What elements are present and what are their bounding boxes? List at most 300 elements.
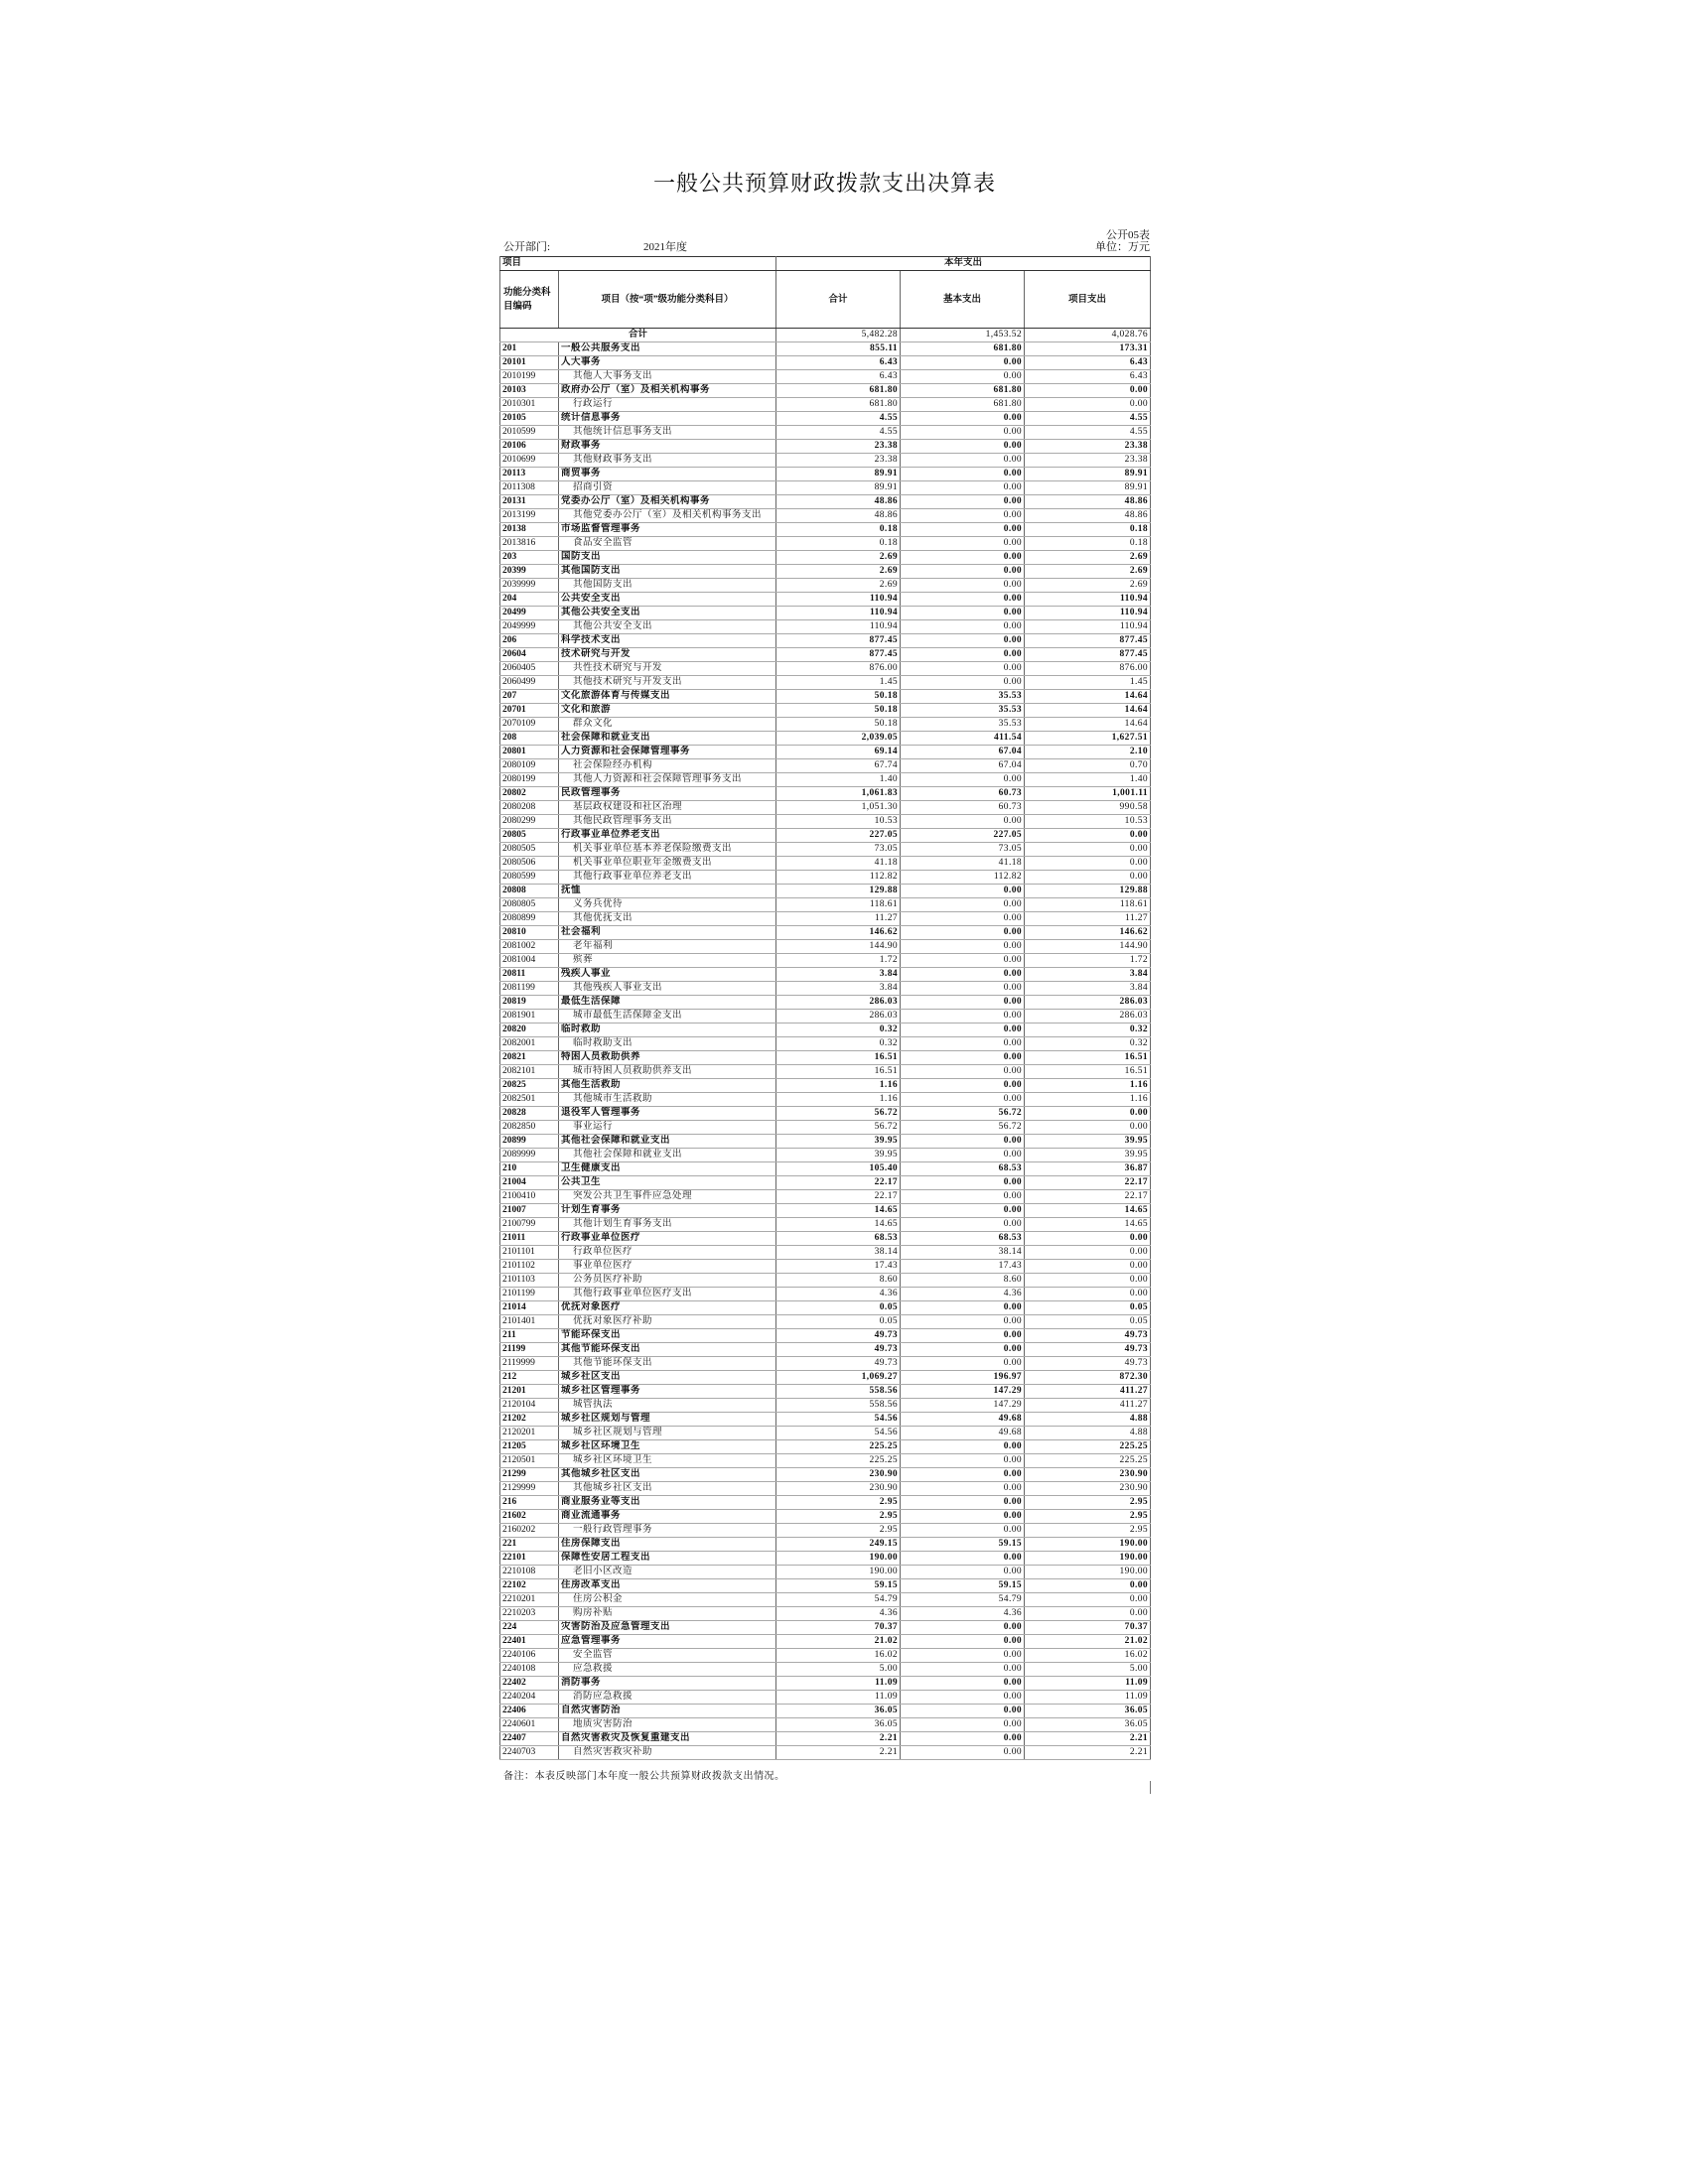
subject-name: 政府办公厅（室）及相关机构事务 [559, 384, 776, 398]
total-amount: 286.03 [776, 1010, 901, 1024]
subject-code: 2081199 [500, 982, 559, 996]
table-row [500, 704, 1151, 718]
total-amount: 225.25 [776, 1440, 901, 1454]
subject-code: 2080805 [500, 898, 559, 912]
basic-expenditure: 0.00 [901, 607, 1025, 620]
table-row [500, 1051, 1151, 1065]
subject-code: 20825 [500, 1079, 559, 1093]
table-row [500, 968, 1151, 982]
total-amount: 877.45 [776, 634, 901, 648]
basic-expenditure: 0.00 [901, 356, 1025, 370]
subject-name: 老年福利 [559, 940, 776, 954]
basic-expenditure: 0.00 [901, 662, 1025, 676]
table-row [500, 648, 1151, 662]
total-amount: 41.18 [776, 857, 901, 871]
table-row [500, 759, 1151, 773]
total-amount: 2.95 [776, 1496, 901, 1510]
basic-expenditure: 0.00 [901, 412, 1025, 426]
project-expenditure: 118.61 [1025, 898, 1151, 912]
table-row [500, 1524, 1151, 1538]
table-row [500, 885, 1151, 898]
project-expenditure: 0.05 [1025, 1301, 1151, 1315]
table-row [500, 746, 1151, 759]
subject-code: 2100799 [500, 1218, 559, 1232]
subject-name: 老旧小区改造 [559, 1566, 776, 1579]
table-row [500, 787, 1151, 801]
project-expenditure: 14.65 [1025, 1204, 1151, 1218]
total-amount: 50.18 [776, 704, 901, 718]
table-row [500, 871, 1151, 885]
total-amount: 558.56 [776, 1385, 901, 1399]
subject-code: 2101101 [500, 1246, 559, 1260]
subject-code: 20499 [500, 607, 559, 620]
project-expenditure: 225.25 [1025, 1454, 1151, 1468]
basic-expenditure: 112.82 [901, 871, 1025, 885]
table-row [500, 926, 1151, 940]
table-row [500, 454, 1151, 468]
table-row [500, 1357, 1151, 1371]
subject-code: 20101 [500, 356, 559, 370]
subject-name: 其他人力资源和社会保障管理事务支出 [559, 773, 776, 787]
subject-code: 20113 [500, 468, 559, 481]
project-expenditure: 1.45 [1025, 676, 1151, 690]
total-amount: 2.95 [776, 1510, 901, 1524]
subject-name: 临时救助支出 [559, 1037, 776, 1051]
total-amount: 23.38 [776, 440, 901, 454]
subject-code: 224 [500, 1621, 559, 1635]
subject-code: 204 [500, 593, 559, 607]
subject-name: 城市特困人员救助供养支出 [559, 1065, 776, 1079]
subject-name: 抚恤 [559, 885, 776, 898]
basic-expenditure: 0.00 [901, 1663, 1025, 1677]
basic-expenditure: 227.05 [901, 829, 1025, 843]
subject-name: 其他行政事业单位医疗支出 [559, 1288, 776, 1301]
basic-expenditure: 0.00 [901, 537, 1025, 551]
subject-name: 统计信息事务 [559, 412, 776, 426]
table-row [500, 607, 1151, 620]
project-expenditure: 173.31 [1025, 342, 1151, 356]
table-row [500, 1274, 1151, 1288]
subject-name: 人大事务 [559, 356, 776, 370]
subject-code: 22402 [500, 1677, 559, 1691]
project-expenditure: 876.00 [1025, 662, 1151, 676]
total-amount: 2.69 [776, 565, 901, 579]
table-row [500, 1149, 1151, 1162]
table-row [500, 1246, 1151, 1260]
project-expenditure: 0.00 [1025, 1607, 1151, 1621]
project-expenditure: 0.00 [1025, 1232, 1151, 1246]
total-amount: 14.65 [776, 1218, 901, 1232]
project-expenditure: 2.69 [1025, 579, 1151, 593]
total-amount: 190.00 [776, 1566, 901, 1579]
total-amount: 36.05 [776, 1718, 901, 1732]
total-amount: 230.90 [776, 1482, 901, 1496]
table-row [500, 773, 1151, 787]
basic-expenditure: 73.05 [901, 843, 1025, 857]
table-row [500, 1315, 1151, 1329]
project-expenditure: 89.91 [1025, 468, 1151, 481]
project-expenditure: 146.62 [1025, 926, 1151, 940]
subject-name: 财政事务 [559, 440, 776, 454]
total-amount: 39.95 [776, 1135, 901, 1149]
subject-code: 2160202 [500, 1524, 559, 1538]
subject-code: 21202 [500, 1413, 559, 1427]
basic-expenditure: 0.00 [901, 898, 1025, 912]
table-row [500, 579, 1151, 593]
project-expenditure: 990.58 [1025, 801, 1151, 815]
total-amount: 225.25 [776, 1454, 901, 1468]
table-row [500, 1385, 1151, 1399]
subject-name: 事业运行 [559, 1121, 776, 1135]
table-row [500, 1079, 1151, 1093]
project-expenditure: 1.16 [1025, 1093, 1151, 1107]
table-row [500, 1482, 1151, 1496]
subject-code: 2060499 [500, 676, 559, 690]
basic-expenditure: 35.53 [901, 718, 1025, 732]
basic-expenditure: 0.00 [901, 954, 1025, 968]
subject-code: 21007 [500, 1204, 559, 1218]
subject-code: 207 [500, 690, 559, 704]
table-row [500, 1010, 1151, 1024]
project-expenditure: 0.00 [1025, 1288, 1151, 1301]
project-expenditure: 877.45 [1025, 648, 1151, 662]
table-row [500, 523, 1151, 537]
total-amount: 6.43 [776, 356, 901, 370]
project-expenditure: 3.84 [1025, 982, 1151, 996]
basic-expenditure: 0.00 [901, 982, 1025, 996]
subject-code: 20899 [500, 1135, 559, 1149]
project-expenditure: 225.25 [1025, 1440, 1151, 1454]
total-amount: 0.32 [776, 1037, 901, 1051]
project-expenditure: 16.51 [1025, 1065, 1151, 1079]
basic-expenditure: 0.00 [901, 454, 1025, 468]
total-amount: 89.91 [776, 481, 901, 495]
basic-expenditure: 60.73 [901, 787, 1025, 801]
subject-code: 20131 [500, 495, 559, 509]
basic-expenditure: 0.00 [901, 481, 1025, 495]
total-amount: 144.90 [776, 940, 901, 954]
basic-expenditure: 0.00 [901, 1190, 1025, 1204]
subject-code: 20820 [500, 1024, 559, 1037]
total-amount: 54.56 [776, 1413, 901, 1427]
table-row [500, 1162, 1151, 1176]
subject-code: 20801 [500, 746, 559, 759]
subject-name: 党委办公厅（室）及相关机构事务 [559, 495, 776, 509]
subject-name: 公共安全支出 [559, 593, 776, 607]
subject-name: 事业单位医疗 [559, 1260, 776, 1274]
unit-label: 单位：万元 [1095, 241, 1150, 253]
subject-code: 2049999 [500, 620, 559, 634]
header-project: 项目 [500, 257, 776, 271]
total-amount: 22.17 [776, 1190, 901, 1204]
subject-code: 21011 [500, 1232, 559, 1246]
basic-expenditure: 4.36 [901, 1288, 1025, 1301]
total-amount: 2.95 [776, 1524, 901, 1538]
basic-expenditure: 0.00 [901, 593, 1025, 607]
total-amount: 230.90 [776, 1468, 901, 1482]
subject-name: 社会保障和就业支出 [559, 732, 776, 746]
subject-code: 2120501 [500, 1454, 559, 1468]
total-amount: 110.94 [776, 607, 901, 620]
basic-expenditure: 681.80 [901, 342, 1025, 356]
subject-code: 2240204 [500, 1691, 559, 1705]
project-expenditure: 39.95 [1025, 1149, 1151, 1162]
total-amount: 2.21 [776, 1746, 901, 1760]
table-row [500, 440, 1151, 454]
basic-expenditure: 0.00 [901, 676, 1025, 690]
subject-name: 残疾人事业 [559, 968, 776, 982]
table-row [500, 1232, 1151, 1246]
total-amount: 48.86 [776, 509, 901, 523]
subject-name: 行政单位医疗 [559, 1246, 776, 1260]
basic-expenditure: 0.00 [901, 912, 1025, 926]
subject-code: 20808 [500, 885, 559, 898]
table-row [500, 1440, 1151, 1454]
project-expenditure: 16.51 [1025, 1051, 1151, 1065]
project-expenditure: 14.65 [1025, 1218, 1151, 1232]
basic-expenditure: 0.00 [901, 1566, 1025, 1579]
project-expenditure: 23.38 [1025, 440, 1151, 454]
total-amount: 0.32 [776, 1024, 901, 1037]
basic-expenditure: 0.00 [901, 1691, 1025, 1705]
project-expenditure: 2.10 [1025, 746, 1151, 759]
subject-code: 212 [500, 1371, 559, 1385]
subject-code: 2210108 [500, 1566, 559, 1579]
basic-expenditure: 17.43 [901, 1260, 1025, 1274]
basic-expenditure: 0.00 [901, 1496, 1025, 1510]
basic-expenditure: 68.53 [901, 1232, 1025, 1246]
basic-expenditure: 0.00 [901, 1301, 1025, 1315]
subject-name: 行政事业单位医疗 [559, 1232, 776, 1246]
basic-expenditure: 0.00 [901, 579, 1025, 593]
basic-expenditure: 0.00 [901, 815, 1025, 829]
project-expenditure: 36.05 [1025, 1705, 1151, 1718]
total-amount: 1,051.30 [776, 801, 901, 815]
total-amount: 1.45 [776, 676, 901, 690]
table-row [500, 801, 1151, 815]
table-row [500, 1510, 1151, 1524]
project-expenditure: 14.64 [1025, 690, 1151, 704]
project-expenditure: 89.91 [1025, 481, 1151, 495]
subject-name: 城乡社区规划与管理 [559, 1413, 776, 1427]
total-amount: 1,069.27 [776, 1371, 901, 1385]
project-expenditure: 4.55 [1025, 426, 1151, 440]
basic-expenditure: 56.72 [901, 1121, 1025, 1135]
subject-name: 其他民政管理事务支出 [559, 815, 776, 829]
project-expenditure: 0.05 [1025, 1315, 1151, 1329]
subject-name: 一般行政管理事务 [559, 1524, 776, 1538]
subject-name: 文化和旅游 [559, 704, 776, 718]
project-expenditure: 129.88 [1025, 885, 1151, 898]
table-row [500, 1427, 1151, 1440]
basic-expenditure: 0.00 [901, 565, 1025, 579]
table-row [500, 1677, 1151, 1691]
project-expenditure: 0.00 [1025, 1121, 1151, 1135]
subject-name: 公务员医疗补助 [559, 1274, 776, 1288]
basic-expenditure: 0.00 [901, 1343, 1025, 1357]
subject-name: 其他人大事务支出 [559, 370, 776, 384]
subject-name: 地质灾害防治 [559, 1718, 776, 1732]
subject-code: 20604 [500, 648, 559, 662]
grand-total-basic: 1,453.52 [901, 329, 1025, 342]
subject-name: 基层政权建设和社区治理 [559, 801, 776, 815]
total-amount: 855.11 [776, 342, 901, 356]
subject-code: 2101401 [500, 1315, 559, 1329]
subject-name: 优抚对象医疗 [559, 1301, 776, 1315]
table-row [500, 732, 1151, 746]
total-amount: 2.21 [776, 1732, 901, 1746]
table-row [500, 495, 1151, 509]
total-amount: 10.53 [776, 815, 901, 829]
subject-code: 2120201 [500, 1427, 559, 1440]
total-amount: 39.95 [776, 1149, 901, 1162]
subject-code: 2010301 [500, 398, 559, 412]
grand-total-project: 4,028.76 [1025, 329, 1151, 342]
subject-name: 商业服务业等支出 [559, 1496, 776, 1510]
project-expenditure: 49.73 [1025, 1357, 1151, 1371]
subject-name: 群众文化 [559, 718, 776, 732]
subject-code: 20828 [500, 1107, 559, 1121]
subject-name: 其他生活救助 [559, 1079, 776, 1093]
total-amount: 190.00 [776, 1552, 901, 1566]
total-amount: 70.37 [776, 1621, 901, 1635]
basic-expenditure: 49.68 [901, 1413, 1025, 1427]
total-amount: 89.91 [776, 468, 901, 481]
subject-code: 2101103 [500, 1274, 559, 1288]
total-amount: 2.69 [776, 579, 901, 593]
subject-name: 城乡社区管理事务 [559, 1385, 776, 1399]
subject-code: 2070109 [500, 718, 559, 732]
total-amount: 4.36 [776, 1607, 901, 1621]
basic-expenditure: 0.00 [901, 634, 1025, 648]
department-label: 公开部门: [503, 241, 551, 253]
table-row [500, 1552, 1151, 1566]
project-expenditure: 1.72 [1025, 954, 1151, 968]
subject-code: 211 [500, 1329, 559, 1343]
subject-name: 义务兵优待 [559, 898, 776, 912]
subject-name: 其他节能环保支出 [559, 1357, 776, 1371]
total-amount: 8.60 [776, 1274, 901, 1288]
table-row [500, 634, 1151, 648]
subject-code: 2210201 [500, 1593, 559, 1607]
subject-code: 2013816 [500, 537, 559, 551]
subject-name: 其他节能环保支出 [559, 1343, 776, 1357]
basic-expenditure: 41.18 [901, 857, 1025, 871]
table-row [500, 1691, 1151, 1705]
subject-code: 2080506 [500, 857, 559, 871]
table-row [500, 1260, 1151, 1274]
project-expenditure: 0.00 [1025, 1579, 1151, 1593]
subject-name: 临时救助 [559, 1024, 776, 1037]
subject-name: 其他计划生育事务支出 [559, 1218, 776, 1232]
total-amount: 11.09 [776, 1691, 901, 1705]
project-expenditure: 0.18 [1025, 523, 1151, 537]
basic-expenditure: 35.53 [901, 704, 1025, 718]
project-expenditure: 0.00 [1025, 384, 1151, 398]
basic-expenditure: 0.00 [901, 509, 1025, 523]
basic-expenditure: 67.04 [901, 746, 1025, 759]
total-amount: 49.73 [776, 1329, 901, 1343]
table-row [500, 1593, 1151, 1607]
total-amount: 50.18 [776, 718, 901, 732]
subject-code: 20399 [500, 565, 559, 579]
project-expenditure: 22.17 [1025, 1190, 1151, 1204]
subject-name: 其他城乡社区支出 [559, 1468, 776, 1482]
project-expenditure: 39.95 [1025, 1135, 1151, 1149]
project-expenditure: 190.00 [1025, 1566, 1151, 1579]
table-row [500, 481, 1151, 495]
subject-name: 其他行政事业单位养老支出 [559, 871, 776, 885]
subject-name: 其他城市生活救助 [559, 1093, 776, 1107]
subject-code: 2039999 [500, 579, 559, 593]
table-row [500, 1399, 1151, 1413]
basic-expenditure: 0.00 [901, 440, 1025, 454]
basic-expenditure: 0.00 [901, 940, 1025, 954]
subject-code: 2240601 [500, 1718, 559, 1732]
subject-code: 2100410 [500, 1190, 559, 1204]
basic-expenditure: 0.00 [901, 523, 1025, 537]
total-amount: 22.17 [776, 1176, 901, 1190]
table-row [500, 398, 1151, 412]
subject-code: 21205 [500, 1440, 559, 1454]
table-row [500, 1024, 1151, 1037]
total-amount: 1.40 [776, 773, 901, 787]
project-expenditure: 230.90 [1025, 1482, 1151, 1496]
project-expenditure: 0.00 [1025, 1593, 1151, 1607]
table-row [500, 356, 1151, 370]
subject-code: 2011308 [500, 481, 559, 495]
page-title: 一般公共预算财政拨款支出决算表 [652, 172, 996, 197]
basic-expenditure: 60.73 [901, 801, 1025, 815]
subject-code: 2010599 [500, 426, 559, 440]
project-expenditure: 11.27 [1025, 912, 1151, 926]
subject-code: 2240106 [500, 1649, 559, 1663]
project-expenditure: 411.27 [1025, 1399, 1151, 1413]
subject-code: 2080299 [500, 815, 559, 829]
basic-expenditure: 67.04 [901, 759, 1025, 773]
subject-name: 其他残疾人事业支出 [559, 982, 776, 996]
subject-code: 2082501 [500, 1093, 559, 1107]
subject-code: 2081002 [500, 940, 559, 954]
table-row [500, 1093, 1151, 1107]
header-current-year: 本年支出 [776, 257, 1151, 271]
table-row [500, 1468, 1151, 1482]
table-row [500, 370, 1151, 384]
total-amount: 105.40 [776, 1162, 901, 1176]
total-amount: 4.36 [776, 1288, 901, 1301]
table-row [500, 954, 1151, 968]
basic-expenditure: 0.00 [901, 1079, 1025, 1093]
basic-expenditure: 0.00 [901, 495, 1025, 509]
basic-expenditure: 68.53 [901, 1162, 1025, 1176]
basic-expenditure: 411.54 [901, 732, 1025, 746]
table-row [500, 537, 1151, 551]
subject-code: 2010699 [500, 454, 559, 468]
subject-name: 一般公共服务支出 [559, 342, 776, 356]
basic-expenditure: 0.00 [901, 1677, 1025, 1691]
project-expenditure: 36.05 [1025, 1718, 1151, 1732]
basic-expenditure: 0.00 [901, 1440, 1025, 1454]
table-row [500, 718, 1151, 732]
project-expenditure: 4.55 [1025, 412, 1151, 426]
total-amount: 67.74 [776, 759, 901, 773]
total-amount: 54.79 [776, 1593, 901, 1607]
basic-expenditure: 38.14 [901, 1246, 1025, 1260]
subject-name: 安全监管 [559, 1649, 776, 1663]
project-expenditure: 49.73 [1025, 1343, 1151, 1357]
total-amount: 0.05 [776, 1301, 901, 1315]
total-amount: 227.05 [776, 829, 901, 843]
